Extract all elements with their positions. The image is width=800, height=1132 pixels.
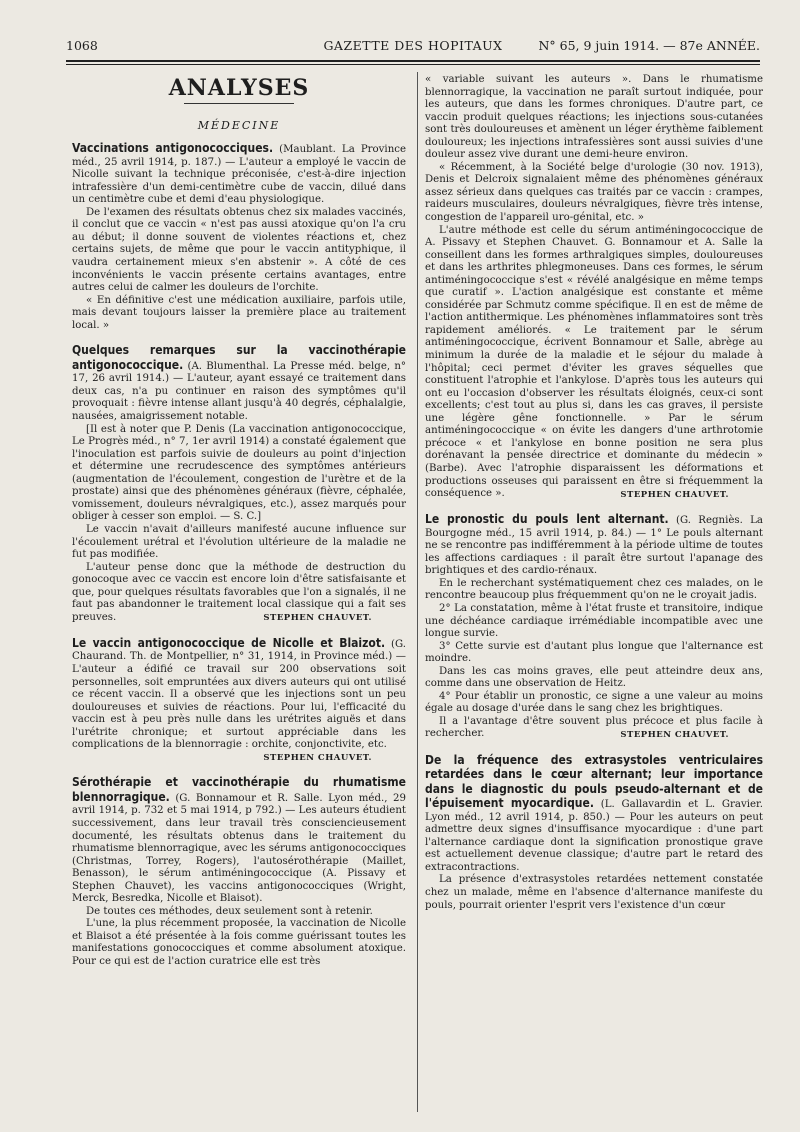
paragraph: L'auteur pense donc que la méthode de destruction du gonocoque avec ce vaccin est encore loin d'être satisfaisante et que, pour quelques résultats favorables que l'on a signalés, il ne faut pas abandonner le traitement local classique qui a fait ses preuves. [72, 561, 406, 623]
paragraph: Dans les cas moins graves, elle peut atteindre deux ans, comme dans une observation de Heitz. [425, 665, 763, 690]
article-nicolle-blaizot [72, 637, 406, 752]
article-body: (G. Bonnamour et R. Salle. Lyon méd., 29 avril 1914, p. 732 et 5 mai 1914, p 792.) — Les auteurs étudient successivement, dans leur travail très consciencieusement documenté, les résultats obtenus dans le traitement du rhumatisme blennorragique, avec les sérums antigonococciques (Christmas, Torrey, Rogers), l'autosérothérapie (Maillet, Benasson), le sérum antiméningococcique (A. Pissavy et Stephen Chauvet), les vaccins antigonococciques (Wright, Merck, Besredka, Nicolle et Blaisot). [72, 792, 406, 905]
paragraph: « En définitive c'est une médication auxiliaire, parfois utile, mais devant toujours laisser la première place au traitement local. » [72, 294, 406, 331]
article-body: (Maublant. La Province méd., 25 avril 1914, p. 187.) — L'auteur a employé le vaccin de Nicolle suivant la technique préconisée, c'est-à-dire injection intrafessière d'un demi-centimètre cube de vaccin, dilué dans un centimètre cube et demi d'eau physiologique. [72, 144, 406, 206]
article-title: Le vaccin antigonococcique de Nicolle et Blaizot. [72, 635, 386, 650]
author-signature: STEPHEN CHAUVET. [620, 489, 729, 500]
paragraph: Le vaccin n'avait d'ailleurs manifesté aucune influence sur l'écoulement urétral et l'évolution ultérieure de la maladie ne fut pas modifiée. [72, 523, 406, 561]
article-title: Le pronostic du pouls lent alternant. [425, 512, 669, 527]
page-header [66, 38, 760, 58]
article-serotherapie [72, 776, 406, 905]
article-body: (G. Chaurand. Th. de Montpellier, n° 31, 1914, in Province méd.) — L'auteur a édifié ce travail sur 200 observations soit personnelles, soit empruntées aux divers auteurs qui ont utilisé ce récent vaccin. Il a observé que les injections sont un peu douloureuses et suivies de réactions. Pour lui, l'efficacité du vaccin est à peu près nulle dans les urétrites aiguës et dans l'urétrite chronique; et surtout appréciable dans les complications de la blennorragie : orchite, conjonctivite, etc. [72, 638, 406, 751]
paragraph: « Récemment, à la Société belge d'urologie (30 nov. 1913), Denis et Delcroix signalaient même des phénomènes généraux assez sérieux dans quelques cas traités par ce vaccin : crampes, raideurs musculaires, douleurs névralgiques, fièvre très intense, congestion de l'appareil uro-génital, etc. » [425, 161, 763, 224]
article-title: Vaccinations antigonococciques. [72, 141, 274, 156]
article-title: Quelques remarques sur la vaccinothérapie antigonococcique. [72, 343, 406, 372]
paragraph: De toutes ces méthodes, deux seulement sont à retenir. [86, 905, 373, 917]
column-divider [417, 72, 418, 1112]
paragraph: L'une, la plus récemment proposée, la vaccination de Nicolle et Blaisot a été présentée à la fois comme guérissant toutes les manifestations gonococciques et comme absolument atoxique. Pour ce qui est de l'action curatrice elle est très [72, 918, 406, 967]
section-title: ANALYSES [168, 75, 310, 101]
subsection-label: MÉDECINE [197, 118, 281, 132]
article-title: Sérothérapie et vaccinothérapie du rhumatisme blennorragique. [72, 775, 406, 804]
article-vaccinations [72, 142, 406, 207]
paragraph: 3° Cette survie est d'autant plus longue que l'alternance est moindre. [425, 640, 763, 665]
paragraph: De l'examen des résultats obtenus chez six malades vaccinés, il conclut que ce vaccin « n'est pas aussi atoxique qu'on l'a cru au début; il donne souvent de violentes réactions et, chez certains sujets, de même que pour le vaccin antityphique, il vaudra certainement mieux s'en abstenir ». A côté de ces inconvénients le vaccin présente certains avantages, entre autres celui de calmer les douleurs de l'orchite. [72, 206, 406, 294]
paragraph: La présence d'extrasystoles retardées nettement constatée chez un malade, même en l'absence d'alternance manifeste du pouls, pourrait orienter l'esprit vers l'existence d'un cœur [425, 874, 763, 911]
author-signature: STEPHEN CHAUVET. [263, 752, 372, 763]
page-number: 1068 [66, 38, 98, 53]
header-rule [66, 60, 760, 62]
journal-title: GAZETTE DES HOPITAUX [323, 38, 503, 53]
article-pouls-lent [425, 513, 763, 578]
article-body: (L. Gallavardin et L. Gravier. Lyon méd., 12 avril 1914, p. 850.) — Pour les auteurs on peut admettre deux signes d'insuffisance myocardique : d'une part l'alternance cardiaque dont la signification pronostique grave est actuellement devenue classique; d'autre part le retard des extracontractions. [425, 799, 763, 873]
left-column [72, 74, 406, 1114]
issue-date: N° 65, 9 juin 1914. — 87e ANNÉE. [538, 38, 760, 53]
right-column [425, 74, 763, 1114]
paragraph: L'autre méthode est celle du sérum antiméningococcique de A. Pissavy et Stephen Chauvet. G. Bonnamour et A. Salle la conseillent dans les formes arthralgiques simples, douloureuses et dans les arthrites phlegmoneuses. Dans ces formes, le sérum antiméningococcique s'est « révélé analgésique en même temps que curatif ». L'action analgésique est constante et même considérée par Schmutz comme spécifique. Il en est de même de l'action antithermique. Les phénomènes inflammatoires sont très rapidement améliorés. « Le traitement par le sérum antiméningococcique, écrivent Bonnamour et Salle, abrège au minimum la durée de la maladie et le séjour du malade à l'hôpital; ceci permet d'éviter les graves séquelles que constituent l'atrophie et l'ankylose. D'après tous les auteurs qui ont eu l'occasion d'observer les résultats éloignés, ceux-ci sont excellents; c'est tout au plus si, dans les cas graves, il persiste une légère gêne fonctionnelle. » Par le sérum antiméningococcique « on évite les dangers d'une arthrotomie précoce « et l'ankylose en bonne position ne sera plus dorénavant la pensée directrice et dominante du médecin » (Barbe). Avec l'atrophie disparaissent les déformations et productions osseuses qui paraissent en être si fréquemment la conséquence ». [425, 224, 763, 500]
paragraph: « variable suivant les auteurs ». Dans le rhumatisme blennorragique, la vaccination ne paraît surtout indiquée, pour les auteurs, que dans les formes chroniques. D'autre part, ce vaccin produit quelques réactions; les injections sous-cutanées sont très douloureuses et amènent un léger érythème faiblement douloureux; les injections intrafessières sont aussi suivies d'une douleur assez vive durant une demi-heure environ. [425, 74, 763, 161]
article-remarques [72, 344, 406, 423]
article-body: (G. Regniès. La Bourgogne méd., 15 avril 1914, p. 84.) — 1° Le pouls alternant ne se rencontre pas indifféremment à la période ultime de toutes les affections cardiaques : il paraît être surtout l'apanage des brightiques et des cardio-rénaux. [425, 515, 763, 577]
title-rule [184, 103, 294, 104]
paragraph: 4° Pour établir un pronostic, ce signe a une valeur au moins égale au dosage d'urée dans le sang chez les brightiques. [425, 690, 763, 715]
article-extrasystoles [425, 754, 763, 875]
article-body: (A. Blumenthal. La Presse méd. belge, n° 17, 26 avril 1914.) — L'auteur, ayant essayé ce traitement dans deux cas, n'a pu continuer en raison des symptômes qu'il provoquait : fièvre intense allant jusqu'à 40 degrés, céphalalgie, nausées, amaigrissement notable. [72, 360, 406, 423]
paragraph: Il a l'avantage d'être souvent plus précoce et plus facile à rechercher. [425, 715, 763, 740]
author-signature: STEPHEN CHAUVET. [263, 613, 372, 624]
header-rule-thin [66, 64, 760, 65]
paragraph: En le recherchant systématiquement chez ces malades, on le rencontre beaucoup plus fréquemment qu'on ne le croyait jadis. [425, 577, 763, 602]
article-title: De la fréquence des extrasystoles ventriculaires retardées dans le cœur alternant; leur importance dans le diagnostic du pouls pseudo-alternant et de l'épuisement myocardique. [425, 752, 763, 811]
author-signature: STEPHEN CHAUVET. [620, 729, 729, 740]
paragraph: [Il est à noter que P. Denis (La vaccination antigonococcique, Le Progrès méd., n° 7, 1er avril 1914) a constaté également que l'inoculation est parfois suivie de douleurs au point d'injection et détermine une recrudescence des symptômes antérieurs (augmentation de l'écoulement, congestion de l'urètre et de la prostate) ainsi que des phénomènes généraux (fièvre, céphalée, vomissement, douleurs névralgiques, etc.), assez marqués pour obliger à cesser son emploi. — S. C.] [72, 423, 406, 523]
paragraph: 2° La constatation, même à l'état fruste et transitoire, indique une déchéance cardiaque irrémédiable incompatible avec une longue survie. [425, 602, 763, 640]
